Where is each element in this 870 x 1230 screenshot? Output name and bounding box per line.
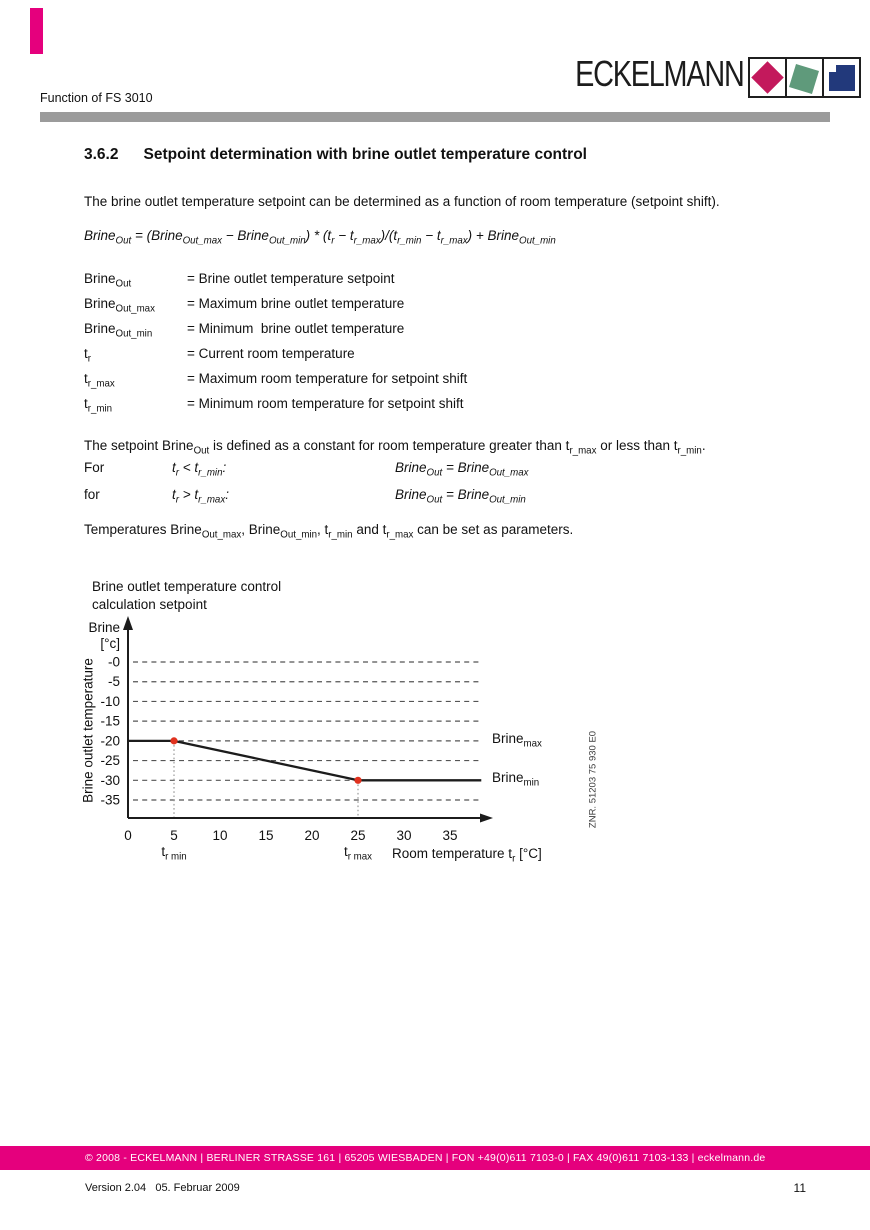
svg-text:-30: -30 xyxy=(100,772,120,788)
znr-label: ZNR. 51203 75 930 E0 xyxy=(587,730,599,829)
svg-text:20: 20 xyxy=(304,828,320,843)
logo-mark xyxy=(748,57,861,98)
chart-title-line2: calculation setpoint xyxy=(92,597,207,612)
condition-word: for xyxy=(84,487,100,502)
footer-bar: © 2008 - ECKELMANN | BERLINER STRASSE 161 | 65205 WIESBADEN | FON +49(0)611 7103-0 | FAX 49(0)611 7103-133 | eckelmann.de xyxy=(0,1146,870,1170)
definition-term: $t_{r\_max}$ xyxy=(84,371,115,390)
svg-text:10: 10 xyxy=(212,828,228,843)
definition-description: = Maximum brine outlet temperature xyxy=(187,296,405,311)
version-label: Version 2.04 05. Februar 2009 xyxy=(85,1182,240,1194)
definition-row xyxy=(84,296,467,321)
condition-row xyxy=(84,487,529,514)
logo-tilted-square-icon xyxy=(789,64,819,94)
svg-text:15: 15 xyxy=(258,828,274,843)
svg-text:5: 5 xyxy=(170,828,178,843)
tr-min-label: $t_{r min}$ xyxy=(161,844,187,863)
definition-row xyxy=(84,396,467,421)
conditions-list xyxy=(84,460,529,514)
doc-function-label: Function of FS 3010 xyxy=(40,91,153,105)
svg-text:-25: -25 xyxy=(100,753,120,769)
logo-notched-square-icon xyxy=(829,65,855,91)
brine-max-label: Brine$_{max}$ xyxy=(492,731,542,750)
svg-text:-20: -20 xyxy=(100,733,120,749)
definition-description: = Current room temperature xyxy=(187,346,355,361)
svg-text:-5: -5 xyxy=(107,674,120,690)
params-note: Temperatures Brine$_{Out\_max}$, Brine$_{Out\_min}$, $t_{r\_min}$ and $t_{r\_max}$ can be set as parameters. xyxy=(84,522,574,541)
section-title: Setpoint determination with brine outlet temperature control xyxy=(143,146,587,163)
y-axis-label: Brine outlet temperature xyxy=(80,658,96,803)
x-axis-label: Room temperature $t_r$ [°C] xyxy=(392,846,542,865)
definition-term: Brine$_{Out\_max}$ xyxy=(84,296,155,315)
condition-row xyxy=(84,460,529,487)
corner-registration-mark xyxy=(30,8,43,54)
constant-note: The setpoint Brine$_{Out}$ is defined as a constant for room temperature greater than $t_{r\_max}$ or less than $t_{r\_min}$. xyxy=(84,438,706,457)
y-unit-line2: [°c] xyxy=(100,636,120,651)
section-heading xyxy=(84,146,587,164)
definition-description: = Brine outlet temperature setpoint xyxy=(187,271,395,286)
y-unit-label xyxy=(72,620,120,652)
definitions-list xyxy=(84,271,467,421)
svg-text:35: 35 xyxy=(442,828,458,843)
logo-diamond-icon xyxy=(751,61,784,94)
brand-wordmark: ECKELMANN xyxy=(575,53,744,94)
svg-text:30: 30 xyxy=(396,828,412,843)
definition-term: $t_{r\_min}$ xyxy=(84,396,113,415)
definition-term: Brine$_{Out}$ xyxy=(84,271,132,290)
page-number: 11 xyxy=(793,1181,806,1195)
definition-row xyxy=(84,346,467,371)
svg-text:0: 0 xyxy=(124,828,132,843)
condition-expression: $t_r > t_{r\_max}$: xyxy=(172,487,229,506)
condition-result: Brine$_{Out}$ = Brine$_{Out\_max}$ xyxy=(395,460,529,479)
definition-description: = Minimum brine outlet temperature xyxy=(187,321,405,336)
tr-max-label: $t_{r max}$ xyxy=(343,844,373,863)
definition-row xyxy=(84,371,467,396)
header-rule xyxy=(40,112,830,122)
condition-expression: $t_r < t_{r\_min}$: xyxy=(172,460,227,479)
logo-box-green xyxy=(785,57,824,98)
section-number: 3.6.2 xyxy=(84,146,119,163)
svg-text:25: 25 xyxy=(350,828,366,843)
definition-row xyxy=(84,321,467,346)
svg-text:-0: -0 xyxy=(107,654,120,670)
condition-result: Brine$_{Out}$ = Brine$_{Out\_min}$ xyxy=(395,487,526,506)
definition-term: $t_r$ xyxy=(84,346,92,365)
chart-region xyxy=(60,570,680,880)
logo-box-blue xyxy=(822,57,861,98)
brine-min-label: Brine$_{min}$ xyxy=(492,770,540,789)
svg-text:-10: -10 xyxy=(100,693,120,709)
definition-row xyxy=(84,271,467,296)
chart-title-line1: Brine outlet temperature control xyxy=(92,579,282,594)
y-unit-line1: Brine xyxy=(88,620,120,635)
logo-box-red xyxy=(748,57,787,98)
main-formula: Brine$_{Out}$ = (Brine$_{Out\_max}$ − Brine$_{Out\_min}$) * $(t_r - t_{r\_max})/(t_{r\_min} - t_{r\_max})$ + Brine$_{Out\_min}$ xyxy=(84,228,556,247)
condition-word: For xyxy=(84,460,105,475)
definition-description: = Maximum room temperature for setpoint shift xyxy=(187,371,468,386)
definition-description: = Minimum room temperature for setpoint shift xyxy=(187,396,464,411)
intro-paragraph: The brine outlet temperature setpoint can be determined as a function of room temperature (setpoint shift). xyxy=(84,194,720,209)
definition-term: Brine$_{Out\_min}$ xyxy=(84,321,153,340)
svg-text:-15: -15 xyxy=(100,713,120,729)
svg-text:-35: -35 xyxy=(100,792,120,808)
